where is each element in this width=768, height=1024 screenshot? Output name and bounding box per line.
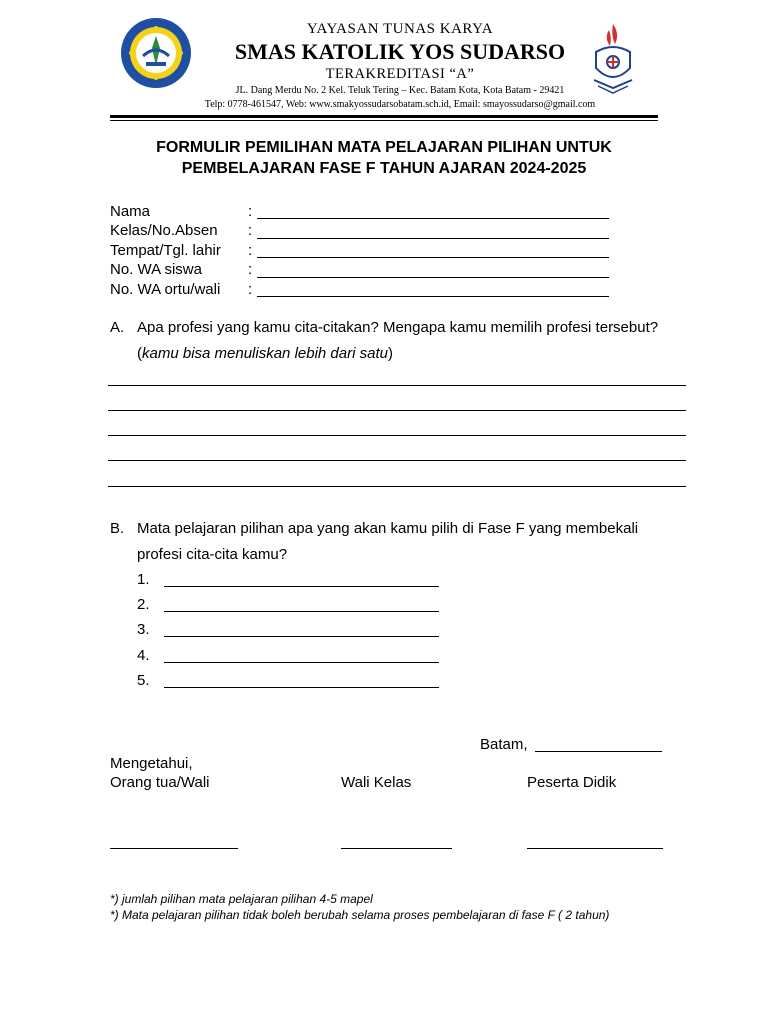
form-title-line2: PEMBELAJARAN FASE F TAHUN AJARAN 2024-2025 [181, 160, 587, 177]
parent-label: Orang tua/Wali [110, 774, 210, 791]
hint-paren-open: ( [137, 345, 142, 362]
student-label: Peserta Didik [527, 774, 617, 791]
letterhead-rule-thin [110, 120, 658, 121]
choice-input-line[interactable] [164, 611, 439, 612]
answer-line[interactable] [108, 460, 686, 461]
question-a-marker: A. [110, 319, 125, 336]
question-a-hint [137, 345, 393, 362]
choice-number: 1. [137, 571, 150, 588]
foundation-name: YAYASAN TUNAS KARYA [306, 21, 494, 37]
choice-number: 4. [137, 647, 150, 664]
school-contact: Telp: 0778-461547, Web: www.smakyossudarsobatam.sch.id, Email: smayossudarso@gmail.com [204, 99, 596, 110]
choice-number: 2. [137, 596, 150, 613]
field-colon: : [248, 281, 253, 298]
question-b-marker: B. [110, 520, 125, 537]
question-a-text: Apa profesi yang kamu cita-citakan? Mengapa kamu memilih profesi tersebut? [137, 319, 659, 336]
field-label-wa-student: No. WA siswa [110, 261, 202, 278]
choice-number: 5. [137, 672, 150, 689]
choice-input-line[interactable] [164, 636, 439, 637]
place-date-label: Batam, [480, 736, 528, 753]
choice-input-line[interactable] [164, 662, 439, 663]
acknowledged-label: Mengetahui, [110, 755, 193, 772]
choice-input-line[interactable] [164, 687, 439, 688]
answer-line[interactable] [108, 410, 686, 411]
answer-line[interactable] [108, 486, 686, 487]
hint-text: kamu bisa menuliskan lebih dari satu [142, 345, 388, 362]
parent-signature-line[interactable] [110, 848, 238, 849]
school-name: SMAS KATOLIK YOS SUDARSO [234, 39, 566, 64]
wa-student-input-line[interactable] [257, 277, 609, 278]
choice-number: 3. [137, 621, 150, 638]
homeroom-signature-line[interactable] [341, 848, 452, 849]
hint-paren-close: ) [387, 345, 393, 362]
field-label-class: Kelas/No.Absen [110, 222, 218, 239]
form-title-line1: FORMULIR PEMILIHAN MATA PELAJARAN PILIHAN UNTUK [156, 139, 612, 156]
letterhead-rule-thick [110, 115, 658, 118]
name-input-line[interactable] [257, 218, 609, 219]
answer-line[interactable] [108, 435, 686, 436]
homeroom-label: Wali Kelas [341, 774, 412, 791]
question-b-text-line1: Mata pelajaran pilihan apa yang akan kamu pilih di Fase F yang membekali [137, 520, 639, 537]
date-input-line[interactable] [535, 751, 662, 752]
student-signature-line[interactable] [527, 848, 663, 849]
field-colon: : [248, 222, 253, 239]
answer-line[interactable] [108, 385, 686, 386]
footnote: *) Mata pelajaran pilihan tidak boleh berubah selama proses pembelajaran di fase F ( 2 tahun) [110, 908, 610, 922]
school-address: JL. Dang Merdu No. 2 Kel. Teluk Tering – Kec. Batam Kota, Kota Batam - 29421 [235, 85, 565, 96]
torch-emblem-logo [590, 22, 636, 96]
field-colon: : [248, 203, 253, 220]
accreditation: TERAKREDITASI “A” [325, 66, 475, 82]
field-label-wa-parent: No. WA ortu/wali [110, 281, 221, 298]
class-input-line[interactable] [257, 238, 609, 239]
field-label-birth: Tempat/Tgl. lahir [110, 242, 221, 259]
footnote: *) jumlah pilihan mata pelajaran pilihan 4-5 mapel [110, 892, 373, 906]
question-b-text-line2: profesi cita-cita kamu? [137, 546, 288, 563]
wa-parent-input-line[interactable] [257, 296, 609, 297]
birth-input-line[interactable] [257, 257, 609, 258]
field-colon: : [248, 261, 253, 278]
form-title [110, 137, 658, 179]
choice-input-line[interactable] [164, 586, 439, 587]
field-label-name: Nama [110, 203, 151, 220]
field-colon: : [248, 242, 253, 259]
